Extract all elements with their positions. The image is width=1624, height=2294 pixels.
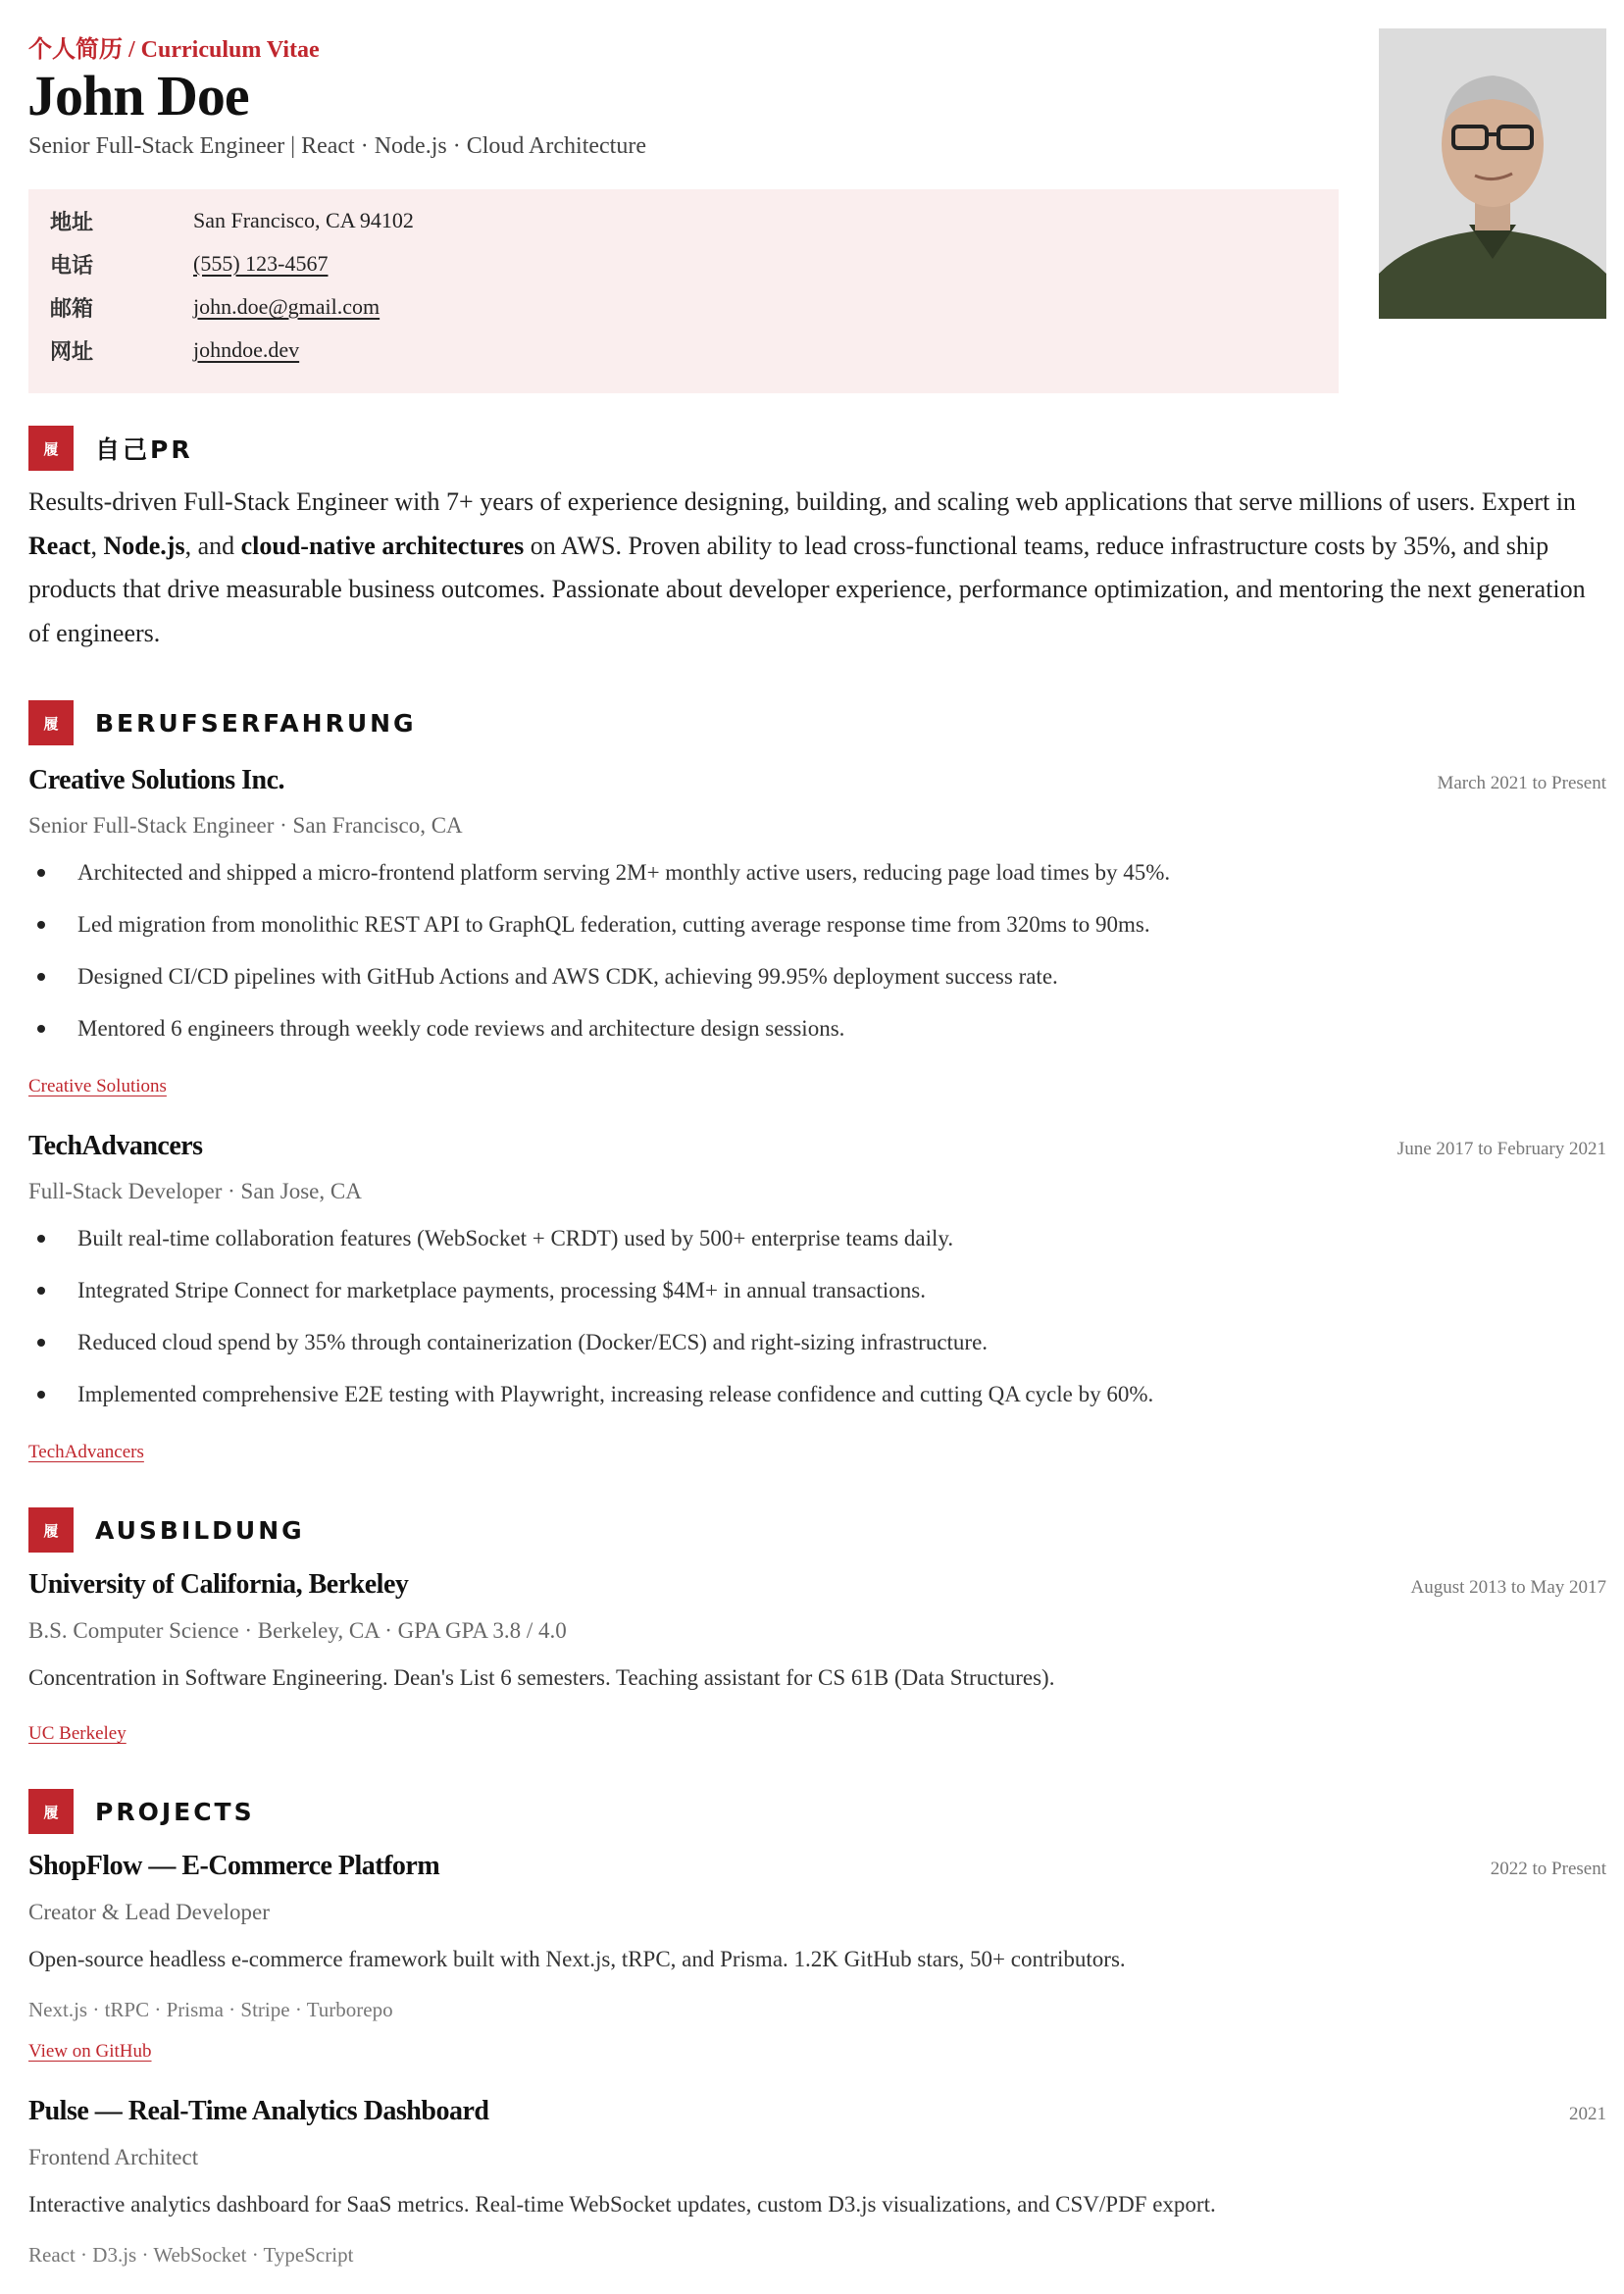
project-name: Pulse — Real-Time Analytics Dashboard <box>28 2096 489 2126</box>
education-date: August 2013 to May 2017 <box>1410 1577 1606 1598</box>
education-detail: Concentration in Software Engineering. Dean's List 6 semesters. Teaching assistant for CS 61B (Data Structures). <box>28 1665 1055 1690</box>
section-heading-summary <box>28 426 193 471</box>
project-tech-stack: React · D3.js · WebSocket · TypeScript <box>28 2243 354 2267</box>
summary-highlight: React <box>28 531 91 560</box>
experience-bullets <box>28 1224 1153 1432</box>
section-heading-education <box>28 1507 305 1553</box>
experience-role: Senior Full-Stack Engineer · San Francisco, CA <box>28 813 463 838</box>
section-badge-icon: 履 <box>28 700 74 745</box>
list-item: Built real-time collaboration features (WebSocket + CRDT) used by 500+ enterprise teams daily. <box>28 1224 1153 1276</box>
website-link[interactable]: johndoe.dev <box>193 337 300 362</box>
section-heading-experience <box>28 700 417 745</box>
email-link[interactable]: john.doe@gmail.com <box>193 294 381 319</box>
summary-text: on AWS. Proven ability to lead cross-functional teams, reduce infrastructure costs by 35%, and ship products that drive measurable business outcomes. Passionate about developer experience, performance optimization, and mentoring the next generation of engineers. <box>28 531 1586 647</box>
list-item: Mentored 6 engineers through weekly code reviews and architecture design sessions. <box>28 1014 1170 1066</box>
list-item: Led migration from monolithic REST API to GraphQL federation, cutting average response time from 320ms to 90ms. <box>28 910 1170 962</box>
address-value: San Francisco, CA 94102 <box>193 208 414 232</box>
summary-highlight: Node.js <box>103 531 185 560</box>
contact-row-website <box>50 335 299 365</box>
summary-text: , and <box>184 531 241 560</box>
summary-highlight: cloud-native architectures <box>240 531 525 560</box>
contact-label: 邮箱 <box>50 296 94 322</box>
company-link[interactable]: TechAdvancers <box>28 1442 144 1462</box>
experience-date: March 2021 to Present <box>1437 773 1606 793</box>
github-link[interactable]: View on GitHub <box>28 2041 152 2062</box>
section-title: AUSBILDUNG <box>95 1515 305 1545</box>
company-link[interactable]: Creative Solutions <box>28 1076 167 1096</box>
summary-paragraph <box>28 481 1607 655</box>
contact-label: 网址 <box>50 339 94 365</box>
contact-label: 电话 <box>50 253 94 279</box>
project-date: 2022 to Present <box>1490 1859 1606 1879</box>
project-role: Frontend Architect <box>28 2145 199 2169</box>
experience-role: Full-Stack Developer · San Jose, CA <box>28 1179 362 1203</box>
section-title: 自己PR <box>95 435 193 464</box>
list-item: Implemented comprehensive E2E testing with Playwright, increasing release confidence and cutting QA cycle by 60%. <box>28 1380 1153 1432</box>
education-school: University of California, Berkeley <box>28 1569 409 1600</box>
section-title: BERUFSERFAHRUNG <box>95 708 417 738</box>
contact-row-address <box>50 206 414 235</box>
section-badge-icon: 履 <box>28 1789 74 1834</box>
summary-text: , <box>90 531 104 560</box>
contact-row-phone <box>50 249 328 279</box>
experience-company: TechAdvancers <box>28 1131 203 1161</box>
portrait-image <box>1379 28 1606 319</box>
phone-link[interactable]: (555) 123-4567 <box>193 251 329 276</box>
project-tech-stack: Next.js · tRPC · Prisma · Stripe · Turborepo <box>28 1998 393 2021</box>
project-name: ShopFlow — E-Commerce Platform <box>28 1851 440 1881</box>
project-description: Interactive analytics dashboard for SaaS metrics. Real-time WebSocket updates, custom D3.js visualizations, and CSV/PDF export. <box>28 2192 1216 2217</box>
profile-photo <box>1379 28 1606 319</box>
list-item: Designed CI/CD pipelines with GitHub Actions and AWS CDK, achieving 99.95% deployment success rate. <box>28 962 1170 1014</box>
candidate-headline: Senior Full-Stack Engineer | React · Node.js · Cloud Architecture <box>28 133 646 159</box>
school-link[interactable]: UC Berkeley <box>28 1723 127 1744</box>
experience-date: June 2017 to February 2021 <box>1396 1139 1606 1159</box>
summary-text: Results-driven Full-Stack Engineer with 7+ years of experience designing, building, and scaling web applications that serve millions of users. Expert in <box>28 487 1576 516</box>
contact-info-panel <box>28 189 1339 393</box>
section-badge-icon: 履 <box>28 426 74 471</box>
list-item: Architected and shipped a micro-frontend platform serving 2M+ monthly active users, reducing page load times by 45%. <box>28 858 1170 910</box>
document-kicker: 个人简历 / Curriculum Vitae <box>28 37 320 63</box>
education-degree: B.S. Computer Science · Berkeley, CA · GPA GPA 3.8 / 4.0 <box>28 1618 567 1643</box>
list-item: Reduced cloud spend by 35% through containerization (Docker/ECS) and right-sizing infrastructure. <box>28 1328 1153 1380</box>
section-badge-icon: 履 <box>28 1507 74 1553</box>
experience-company: Creative Solutions Inc. <box>28 765 284 795</box>
experience-bullets <box>28 858 1170 1066</box>
project-role: Creator & Lead Developer <box>28 1900 270 1924</box>
project-description: Open-source headless e-commerce framework built with Next.js, tRPC, and Prisma. 1.2K GitHub stars, 50+ contributors. <box>28 1947 1126 1971</box>
candidate-name: John Doe <box>27 64 249 127</box>
section-title: PROJECTS <box>95 1797 255 1826</box>
contact-label: 地址 <box>50 210 94 235</box>
contact-row-email <box>50 292 380 322</box>
list-item: Integrated Stripe Connect for marketplace payments, processing $4M+ in annual transactions. <box>28 1276 1153 1328</box>
project-date: 2021 <box>1569 2104 1606 2124</box>
section-heading-projects <box>28 1789 255 1834</box>
